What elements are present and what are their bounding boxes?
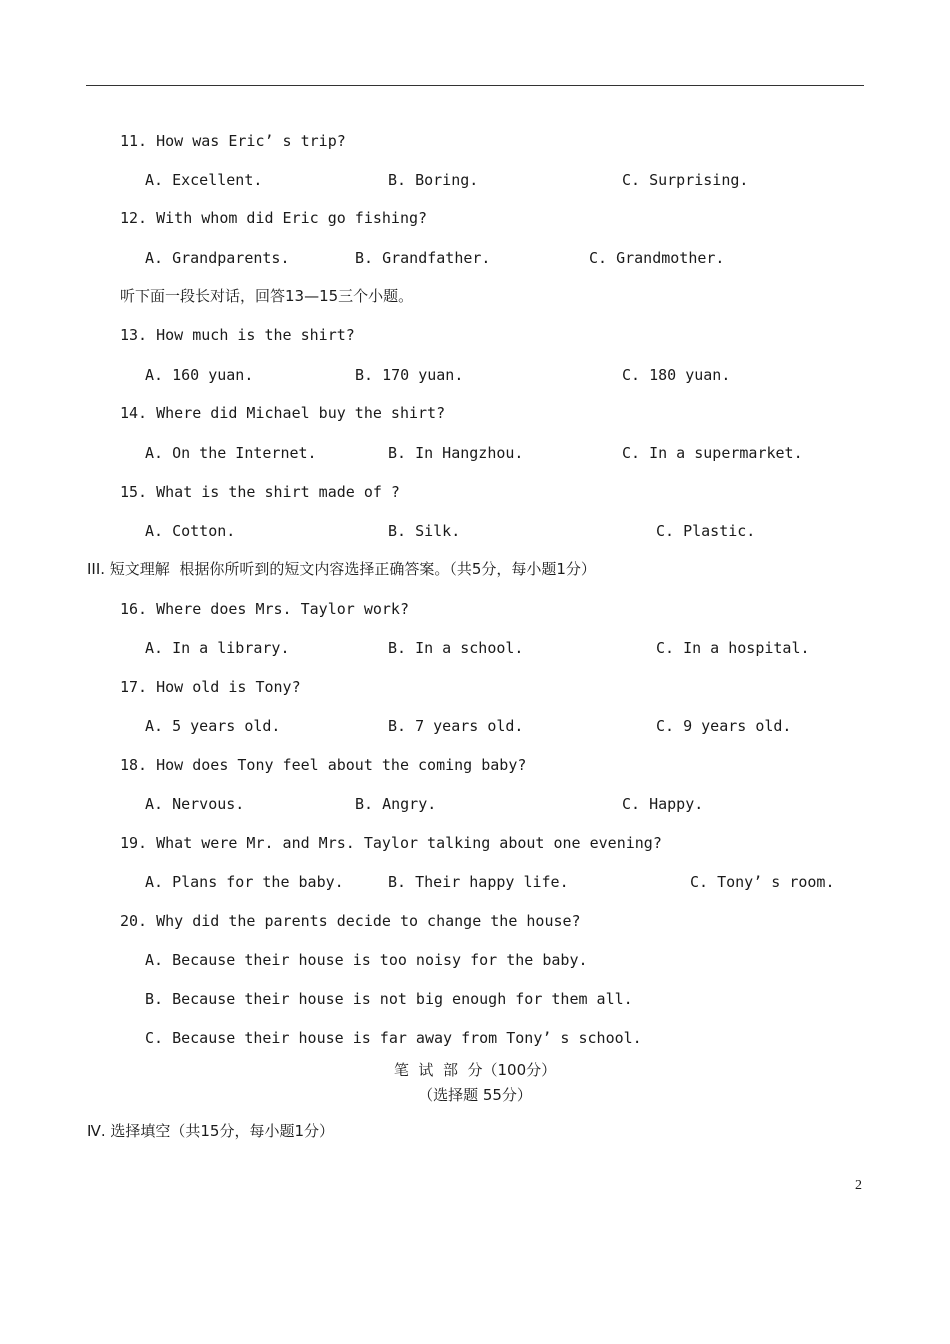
- q11-option-b: B. Boring.: [388, 171, 479, 189]
- question-14: 14. Where did Michael buy the shirt?: [120, 404, 446, 422]
- q19-option-a: A. Plans for the baby.: [145, 873, 344, 891]
- question-20: 20. Why did the parents decide to change the house?: [120, 912, 581, 930]
- header-rule: [86, 85, 864, 86]
- question-13: 13. How much is the shirt?: [120, 326, 355, 344]
- section-4-heading: Ⅳ. 选择填空（共15分，每小题1分）: [87, 1122, 335, 1140]
- q13-option-a: A. 160 yuan.: [145, 366, 254, 384]
- q16-option-a: A. In a library.: [145, 639, 290, 657]
- q16-option-c: C. In a hospital.: [656, 639, 810, 657]
- instruction-13-15: 听下面一段长对话，回答13—15三个小题。: [120, 287, 414, 305]
- written-section-title: 笔 试 部 分（100分）: [393, 1061, 557, 1079]
- q19-option-b: B. Their happy life.: [388, 873, 569, 891]
- page-number: 2: [855, 1178, 862, 1193]
- q12-option-a: A. Grandparents.: [145, 249, 290, 267]
- q11-option-c: C. Surprising.: [622, 171, 749, 189]
- q18-option-b: B. Angry.: [355, 795, 437, 813]
- q20-option-c: C. Because their house is far away from Tony’ s school.: [145, 1029, 642, 1047]
- q20-option-a: A. Because their house is too noisy for the baby.: [145, 951, 588, 969]
- q14-option-a: A. On the Internet.: [145, 444, 317, 462]
- q18-option-a: A. Nervous.: [145, 795, 245, 813]
- question-15: 15. What is the shirt made of ?: [120, 483, 400, 501]
- question-11: 11. How was Eric’ s trip?: [120, 132, 346, 150]
- q20-option-b: B. Because their house is not big enough for them all.: [145, 990, 633, 1008]
- q17-option-c: C. 9 years old.: [656, 717, 792, 735]
- question-16: 16. Where does Mrs. Taylor work?: [120, 600, 409, 618]
- q18-option-c: C. Happy.: [622, 795, 704, 813]
- q13-option-c: C. 180 yuan.: [622, 366, 731, 384]
- question-17: 17. How old is Tony?: [120, 678, 301, 696]
- q14-option-b: B. In Hangzhou.: [388, 444, 524, 462]
- q12-option-b: B. Grandfather.: [355, 249, 491, 267]
- q15-option-a: A. Cotton.: [145, 522, 236, 540]
- q17-option-a: A. 5 years old.: [145, 717, 281, 735]
- q16-option-b: B. In a school.: [388, 639, 524, 657]
- q15-option-b: B. Silk.: [388, 522, 461, 540]
- q19-option-c: C. Tony’ s room.: [690, 873, 835, 891]
- question-19: 19. What were Mr. and Mrs. Taylor talking about one evening?: [120, 834, 662, 852]
- q14-option-c: C. In a supermarket.: [622, 444, 803, 462]
- section-3-heading: III. 短文理解 根据你所听到的短文内容选择正确答案。（共5分，每小题1分）: [87, 560, 596, 578]
- q13-option-b: B. 170 yuan.: [355, 366, 464, 384]
- q17-option-b: B. 7 years old.: [388, 717, 524, 735]
- written-section-subtitle: （选择题 55分）: [418, 1086, 532, 1104]
- q12-option-c: C. Grandmother.: [589, 249, 725, 267]
- q15-option-c: C. Plastic.: [656, 522, 756, 540]
- q11-option-a: A. Excellent.: [145, 171, 263, 189]
- question-12: 12. With whom did Eric go fishing?: [120, 209, 428, 227]
- question-18: 18. How does Tony feel about the coming baby?: [120, 756, 527, 774]
